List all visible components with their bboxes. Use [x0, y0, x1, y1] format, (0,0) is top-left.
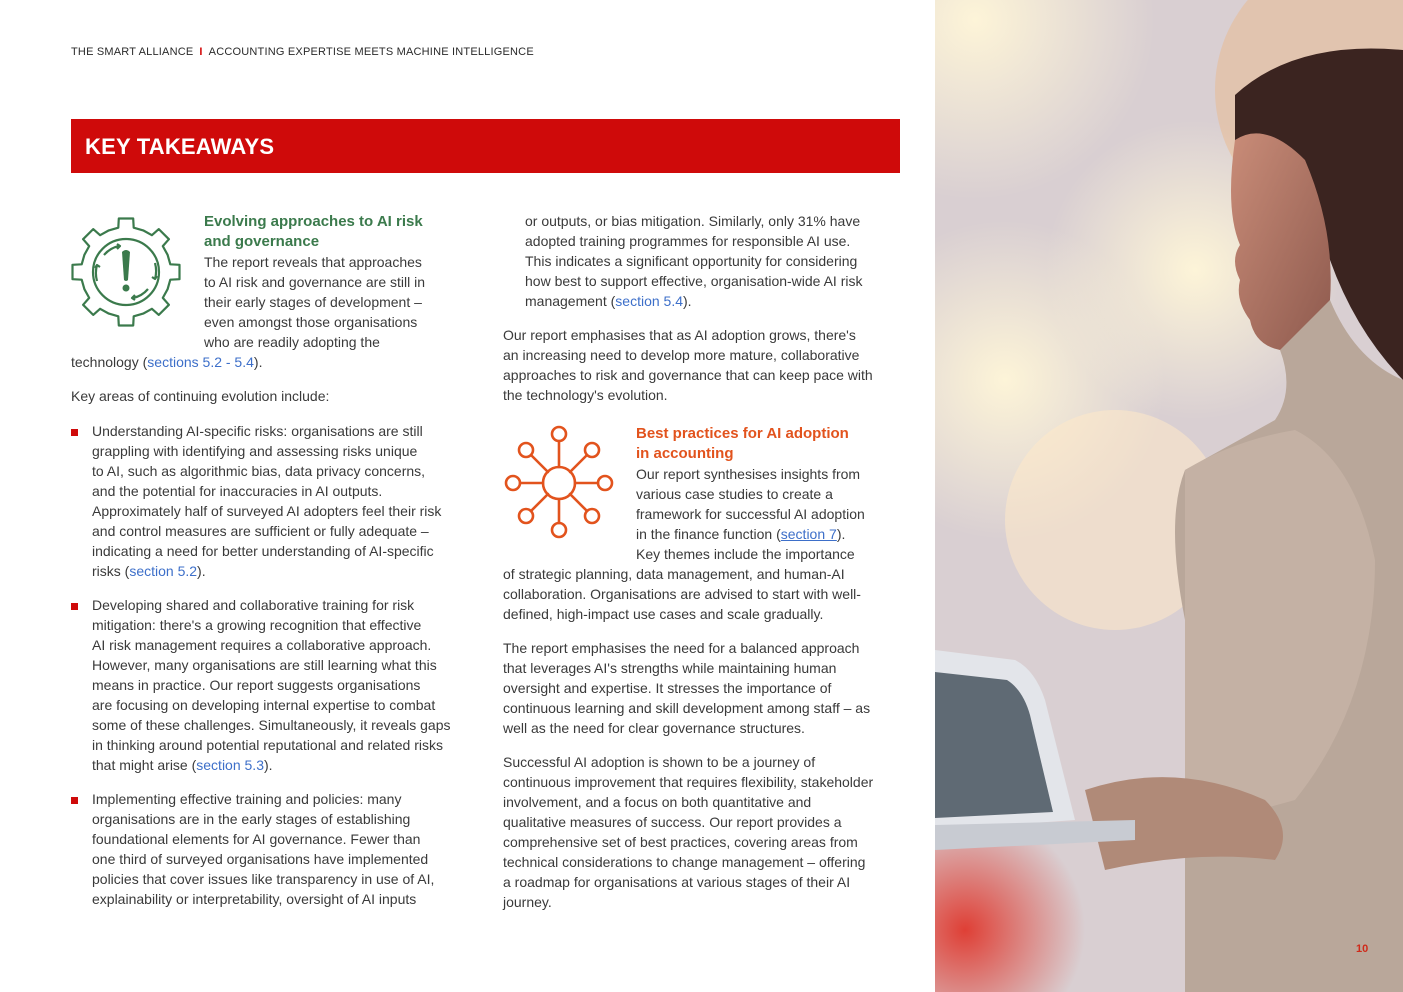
link-section-7[interactable]: section 7: [780, 526, 837, 542]
page-number: 10: [1356, 943, 1369, 955]
running-header: [71, 46, 534, 58]
bullet-marker: [71, 429, 78, 436]
header-right: ACCOUNTING EXPERTISE MEETS MACHINE INTELLIGENCE: [208, 46, 534, 58]
text-line: Developing shared and collaborative training for risk: [92, 597, 415, 613]
gear-warning-icon: [69, 215, 183, 329]
text-line: Our report synthesises insights from: [636, 466, 861, 482]
text-line: journey.: [503, 894, 552, 910]
link-sections-5-2-5-4[interactable]: sections 5.2 - 5.4: [147, 354, 254, 370]
text-span: management (: [525, 293, 616, 309]
photo-illustration: [935, 0, 1403, 992]
text-line: indicating a need for better understanding of AI-specific: [92, 543, 434, 559]
text-line: policies that cover issues like transparency in use of AI,: [92, 871, 435, 887]
text-line: continuous learning and skill development among staff – as: [503, 700, 871, 716]
section2-body-wrap: [503, 564, 903, 624]
text-line: of strategic planning, data management, and human-AI: [503, 566, 845, 582]
header-left: THE SMART ALLIANCE: [71, 46, 194, 58]
text-line: collaboration. Organisations are advised to start with well-: [503, 586, 861, 602]
banner-title: KEY TAKEAWAYS: [85, 134, 275, 159]
text-line: comprehensive set of best practices, covering areas from: [503, 834, 858, 850]
text-line: oversight and expertise. It stresses the importance of: [503, 680, 832, 696]
text-line: Successful AI adoption is shown to be a journey of: [503, 754, 816, 770]
text-span: ).: [683, 293, 692, 309]
text-line: how best to support effective, organisation-wide AI risk: [525, 273, 863, 289]
journey-paragraph: [503, 752, 903, 912]
text-line: [92, 755, 472, 775]
text-line: approaches to risk and governance that can keep pace with: [503, 367, 873, 383]
section1-heading: [204, 212, 484, 252]
text-line: a roadmap for organisations at various stages of their AI: [503, 874, 851, 890]
link-section-5-3[interactable]: section 5.3: [196, 757, 264, 773]
text-line: one third of surveyed organisations have implemented: [92, 851, 429, 867]
text-line: well as the need for clear governance structures.: [503, 720, 805, 736]
text-line: to AI, such as algorithmic bias, data privacy concerns,: [92, 463, 426, 479]
text-line: However, many organisations are still learning what this: [92, 657, 437, 673]
text-line: even amongst those organisations: [204, 314, 418, 330]
text-line: technical considerations to change management – offering: [503, 854, 866, 870]
list-item: [92, 421, 472, 581]
text-line: are focusing on developing internal expertise to combat: [92, 697, 436, 713]
text-line: AI risk management requires a collaborative approach.: [92, 637, 432, 653]
section2-heading-line1: Best practices for AI adoption: [636, 425, 849, 442]
text-line: This indicates a significant opportunity for considering: [525, 253, 858, 269]
link-section-5-2[interactable]: section 5.2: [129, 563, 198, 579]
text-line: that leverages AI's strengths while maintaining human: [503, 660, 837, 676]
text-line: framework for successful AI adoption: [636, 506, 865, 522]
emphasis-paragraph: [503, 325, 903, 405]
text-line: continuous improvement that requires flexibility, stakeholder: [503, 774, 874, 790]
text-line: Implementing effective training and policies: many: [92, 791, 402, 807]
text-line: the technology's evolution.: [503, 387, 668, 403]
network-hub-icon: [498, 423, 620, 541]
text-line: their early stages of development –: [204, 294, 422, 310]
key-takeaways-banner: [71, 119, 900, 173]
text-line: The report reveals that approaches: [204, 254, 422, 270]
list-item: [92, 789, 472, 909]
text-span: in the finance function (: [636, 526, 781, 542]
text-line: means in practice. Our report suggests organisations: [92, 677, 421, 693]
key-areas-intro: Key areas of continuing evolution include:: [71, 388, 330, 404]
text-span: risks (: [92, 563, 130, 579]
text-span: ).: [263, 757, 273, 773]
text-span: technology (: [71, 354, 148, 370]
text-line: [92, 561, 472, 581]
section1-body: [204, 252, 464, 352]
link-section-5-4[interactable]: section 5.4: [615, 293, 683, 309]
text-line: and the potential for inaccuracies in AI outputs.: [92, 483, 383, 499]
text-span: that might arise (: [92, 757, 197, 773]
text-line: explainability or interpretability, oversight of AI inputs: [92, 891, 417, 907]
bullet-marker: [71, 603, 78, 610]
text-line: some of these challenges. Simultaneously, it reveals gaps: [92, 717, 451, 733]
bullet-marker: [71, 797, 78, 804]
text-line: and control measures are sufficient or fully adequate –: [92, 523, 429, 539]
text-line: involvement, and a focus on both quantitative and: [503, 794, 812, 810]
text-line: Our report emphasises that as AI adoption grows, there's: [503, 327, 856, 343]
header-separator: I: [199, 46, 203, 58]
text-line: The report emphasises the need for a balanced approach: [503, 640, 860, 656]
text-line: adopted training programmes for responsible AI use.: [525, 233, 851, 249]
text-line: who are readily adopting the: [204, 334, 380, 350]
text-line: or outputs, or bias mitigation. Similarly, only 31% have: [525, 213, 861, 229]
text-line: organisations are in the early stages of establishing: [92, 811, 411, 827]
text-line: defined, high-impact use cases and scale gradually.: [503, 606, 824, 622]
section2-heading-line2: in accounting: [636, 445, 734, 462]
section1-heading-line1: Evolving approaches to AI risk: [204, 213, 423, 230]
text-line: in thinking around potential reputational and related risks: [92, 737, 444, 753]
bullet-continuation: [525, 211, 905, 311]
text-line: to AI risk and governance are still in: [204, 274, 426, 290]
text-line: [525, 291, 905, 311]
text-line: various case studies to create a: [636, 486, 833, 502]
woman-laptop-photo: [935, 0, 1403, 992]
list-item: [92, 595, 472, 775]
text-span: ).: [836, 526, 846, 542]
text-span: ).: [253, 354, 263, 370]
text-line: Key themes include the importance: [636, 546, 855, 562]
text-line: qualitative measures of success. Our report provides a: [503, 814, 842, 830]
section2-heading: [636, 424, 906, 464]
text-line: an increasing need to develop more mature, collaborative: [503, 347, 860, 363]
text-line: foundational elements for AI governance. Fewer than: [92, 831, 421, 847]
section2-body: [636, 464, 901, 564]
section1-heading-line2: and governance: [204, 233, 320, 250]
balanced-approach-paragraph: [503, 638, 903, 738]
section1-body-last-line: [71, 352, 262, 372]
text-line: Understanding AI-specific risks: organisations are still: [92, 423, 423, 439]
text-span: ).: [197, 563, 206, 579]
text-line: Approximately half of surveyed AI adopters feel their risk: [92, 503, 442, 519]
text-line: mitigation: there's a growing recognition that effective: [92, 617, 422, 633]
text-line: [636, 524, 901, 544]
text-line: grappling with identifying and assessing risks unique: [92, 443, 418, 459]
